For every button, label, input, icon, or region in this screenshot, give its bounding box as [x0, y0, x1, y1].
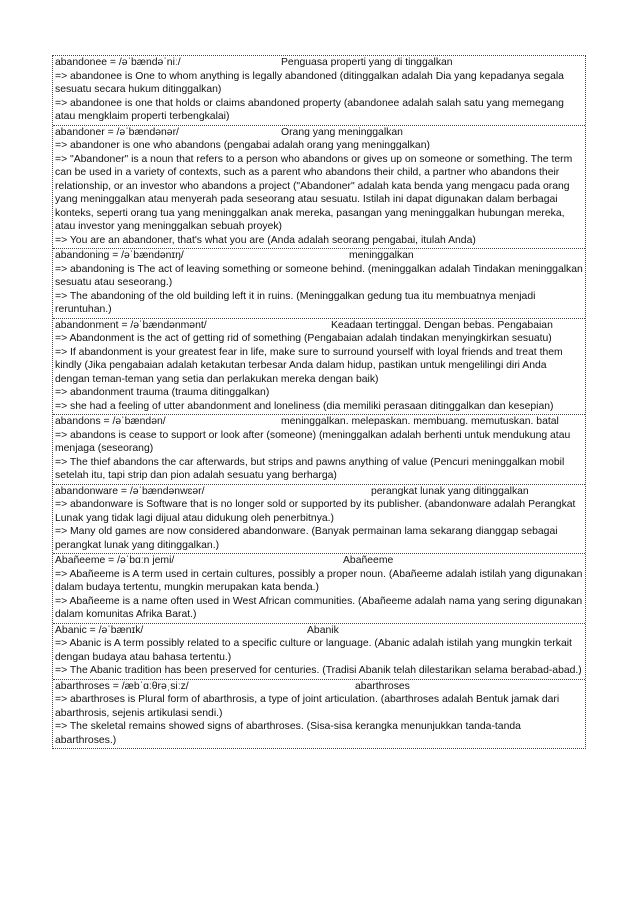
definition-line: => The skeletal remains showed signs of abarthroses. (Sisa-sisa kerangka menunjukkan tanda-tanda abarthroses.) — [55, 721, 521, 746]
entry-abandonware — [53, 485, 585, 555]
definition-line: => The thief abandons the car afterwards, but strips and pawns anything of value (Pencuri meninggalkan mobil — [55, 456, 565, 468]
definition-line: => If abandonment is your greatest fear in life, make sure to surround yourself with loyal friends and treat them kindly (Jika pengabaian adalah ketakutan terbesar Anda dalam hidup, pastikan untuk mengelilingi diri Anda dengan teman-teman yang setia dan perlakukan mereka dengan baik) — [55, 346, 563, 385]
definition-line: => Abanic is A term possibly related to a specific culture or language. (Abanic adalah istilah yang mungkin terkait dengan budaya atau bahasa tertentu.) — [55, 638, 572, 663]
definition-line: => Many old games are now considered abandonware. (Banyak permainan lama sekarang dianggap sebagai perangkat lunak yang ditinggalkan.) — [55, 526, 558, 551]
definition-line: => Abandonment is the act of getting rid of something (Pengabaian adalah tindakan menyingkirkan sesuatu) — [55, 333, 552, 344]
entry-abandonee — [53, 56, 585, 126]
definition-line: => abandonee is One to whom anything is legally abandoned (ditinggalkan adalah Dia yang kepadanya segala sesuatu secara hukum ditinggalkan) — [55, 70, 564, 95]
definition-line: => The Abanic tradition has been preserved for centuries. (Tradisi Abanik telah dilestarikan selama berabad-abad.) — [55, 665, 582, 676]
definition-line: => You are an abandoner, that's what you are (Anda adalah seorang pengabai, itulah Anda) — [55, 234, 476, 246]
definition-line: => abandoner is one who abandons (pengabai adalah orang yang meninggalkan) — [55, 140, 430, 151]
translation: Abanik — [307, 624, 339, 636]
translation: meninggalkan — [349, 250, 414, 261]
headword: abandoner = /əˈbændənər/ — [55, 126, 179, 138]
translation: Keadaan tertinggal. Dengan bebas. Pengabaian — [331, 319, 553, 331]
definition-line: => abandonware is Software that is no longer sold or supported by its publisher. (abandonware adalah Perangkat Lunak yang tidak lagi dijual atau didukung oleh penerbitnya.) — [55, 499, 576, 524]
definition-line: => abandoning is The act of leaving something or someone behind. (meninggalkan adalah Tindakan meninggalkan sesuatu atau seseorang.) — [55, 263, 583, 288]
definition-line: => "Abandoner" is a noun that refers to a person who abandons or gives up on someone or something. The term can be used in a variety of contexts, such as a parent who abandons their child, a partner who abandons their relationship, or an investor who abandons a project ("Abandoner" adalah kata benda yang mengacu pada orang yang meninggalkan atau menyerah pada seseorang atau sesuatu. Istilah ini dapat digunakan dalam berbagai konteks, seperti orang tua yang meninggalkan anak mereka, pasangan yang meninggalkan hubungan mereka, atau investor yang meninggalkan sebuah proyek) — [55, 153, 573, 232]
headword: abandons = /əˈbændən/ — [55, 416, 166, 427]
definition-line: setelah itu, tapi strip dan pion adalah sesuatu yang berharga) — [55, 470, 337, 481]
definition-line: => The abandoning of the old building left it in ruins. (Meninggalkan gedung tua itu membuatnya menjadi reruntuhan.) — [55, 290, 536, 315]
headword: abandoning = /əˈbændənɪŋ/ — [55, 250, 184, 261]
headword: Abañeeme = /əˈbɑːn jemi/ — [55, 555, 175, 566]
translation: Penguasa properti yang di tinggalkan — [281, 57, 453, 68]
definition-line: => abarthroses is Plural form of abarthrosis, a type of joint articulation. (abarthroses adalah Bentuk jamak dari abarthrosis, sejenis artikulasi sendi.) — [55, 694, 560, 719]
headword: abarthroses = /æbˈɑːθrəˌsiːz/ — [55, 680, 189, 692]
entry-abandonment — [53, 319, 585, 416]
translation: abarthroses — [355, 680, 410, 692]
entry-abaneeme — [53, 554, 585, 624]
translation: perangkat lunak yang ditinggalkan — [371, 485, 529, 497]
definition-line: => abandons is cease to support or look after (someone) (meninggalkan adalah berhenti untuk mendukung atau menjaga (seseorang) — [55, 429, 571, 454]
entry-abandoning — [53, 249, 585, 319]
dictionary-document — [52, 55, 586, 749]
definition-line: => abandonee is one that holds or claims abandoned property (abandonee adalah salah satu yang memegang — [55, 97, 564, 109]
headword: abandonment = /əˈbændənmənt/ — [55, 319, 207, 331]
entry-abandons — [53, 415, 585, 485]
headword: abandonware = /əˈbændənwɛər/ — [55, 485, 205, 497]
translation: meninggalkan. melepaskan. membuang. memutuskan. batal — [281, 416, 559, 427]
definition-line: => abandonment trauma (trauma ditinggalkan) — [55, 387, 270, 398]
translation: Orang yang meninggalkan — [281, 126, 403, 138]
definition-line: => she had a feeling of utter abandonment and loneliness (dia memiliki perasaan ditinggalkan dan kesepian) — [55, 400, 554, 412]
entry-abarthroses — [53, 680, 585, 749]
definition-line: => Abañeeme is a name often used in West African communities. (Abañeeme adalah nama yang sering digunakan dalam komunitas Afrika Barat.) — [55, 595, 583, 620]
entry-abandoner — [53, 126, 585, 250]
definition-line: atau mengklaim properti terbengkalai) — [55, 111, 230, 122]
headword: Abanic = /əˈbænɪk/ — [55, 624, 144, 636]
entry-abanic — [53, 624, 585, 680]
translation: Abañeeme — [343, 555, 394, 566]
definition-line: => Abañeeme is A term used in certain cultures, possibly a proper noun. (Abañeeme adalah istilah yang digunakan dalam budaya tertentu, mungkin merupakan kata benda.) — [55, 568, 583, 593]
headword: abandonee = /əˈbændəˈniː/ — [55, 57, 181, 68]
